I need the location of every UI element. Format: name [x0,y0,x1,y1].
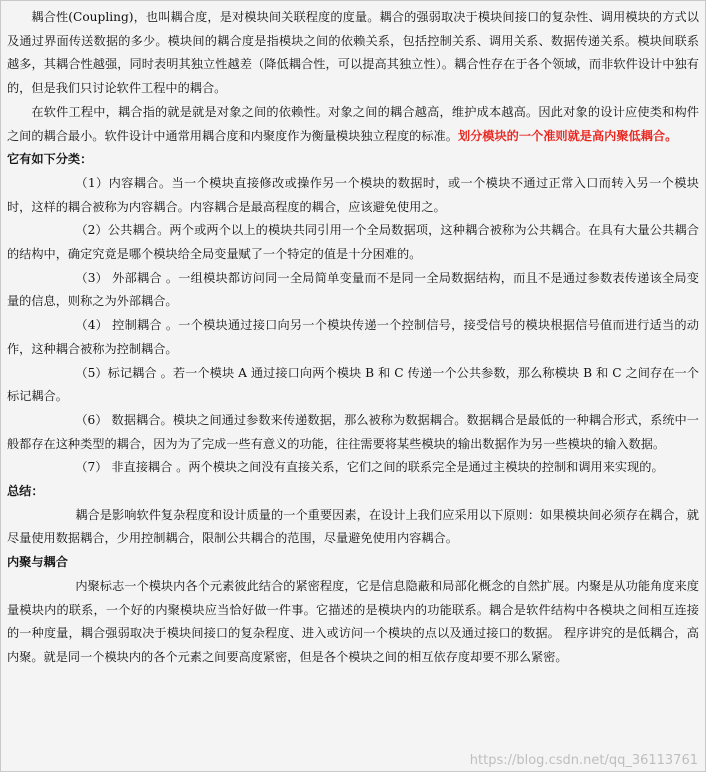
classification-item-data: （6） 数据耦合。模块之间通过参数来传递数据，那么被称为数据耦合。数据耦合是最低的一种耦合形式，系统中一般都存在这种类型的耦合，因为为了完成一些有意义的功能，往往需要将某些模块的输出数据作为另一些模块的输入数据。 [7,412,699,451]
highlight-principle: 划分模块的一个准则就是高内聚低耦合。 [457,128,678,143]
classification-item-indirect: （7） 非直接耦合 。两个模块之间没有直接关系，它们之间的联系完全是通过主模块的控制和调用来实现的。 [75,460,664,475]
paragraph-coupling-definition: 耦合性(Coupling)，也叫耦合度，是对模块间关联程度的度量。耦合的强弱取决于模块间接口的复杂性、调用模块的方式以及通过界面传送数据的多少。模块间的耦合度是指模块之间的依赖关系，包括控制关系、调用关系、数据传递关系。模块间联系越多，其耦合性越强，同时表明其独立性越差（降低耦合性，可以提高其独立性）。耦合性存在于各个领域，而非软件设计中独有的，但是我们只讨论软件工程中的耦合。 [7,10,699,96]
csdn-watermark: https://blog.csdn.net/qq_36113761 [469,753,698,768]
paragraph-software-engineering [7,101,699,148]
cohesion-text: 内聚标志一个模块内各个元素彼此结合的紧密程度，它是信息隐蔽和局部化概念的自然扩展。内聚是从功能角度来度量模块内的联系，一个好的内聚模块应当恰好做一件事。它描述的是模块内的功能联系。耦合是软件结构中各模块之间相互连接的一种度量，耦合强弱取决于模块间接口的复杂程度、进入或访问一个模块的点以及通过接口的数据。 程序讲究的是低耦合，高内聚。就是同一个模块内的各个元素之间要高度紧密，但是各个模块之间的相互依存度却要不那么紧密。 [7,578,699,664]
cohesion-heading: 内聚与耦合 [7,555,68,570]
summary-heading: 总结： [7,484,44,499]
classification-item-common: （2）公共耦合。两个或两个以上的模块共同引用一个全局数据项，这种耦合被称为公共耦合。在具有大量公共耦合的结构中，确定究竟是哪个模块给全局变量赋了一个特定的值是十分困难的。 [7,223,699,262]
classification-item-content: （1）内容耦合。当一个模块直接修改或操作另一个模块的数据时，或一个模块不通过正常入口而转入另一个模块时，这样的耦合被称为内容耦合。内容耦合是最高程度的耦合，应该避免使用之。 [7,175,699,214]
classification-item-stamp: （5）标记耦合 。若一个模块 A 通过接口向两个模块 B 和 C 传递一个公共参数，那么称模块 B 和 C 之间存在一个标记耦合。 [7,365,699,404]
summary-text: 耦合是影响软件复杂程度和设计质量的一个重要因素，在设计上我们应采用以下原则：如果模块间必须存在耦合，就尽量使用数据耦合，少用控制耦合，限制公共耦合的范围，尽量避免使用内容耦合。 [7,507,699,546]
classification-item-control: （4） 控制耦合 。一个模块通过接口向另一个模块传递一个控制信号，接受信号的模块根据信号值而进行适当的动作，这种耦合被称为控制耦合。 [7,318,699,356]
classification-heading: 它有如下分类： [7,152,93,167]
document-content [1,1,705,670]
classification-item-external: （3） 外部耦合 。一组模块都访问同一全局简单变量而不是同一全局数据结构，而且不是通过参数表传递该全局变量的信息，则称之为外部耦合。 [7,270,699,309]
paragraph-software-engineering-text: 在软件工程中，耦合指的就是就是对象之间的依赖性。对象之间的耦合越高，维护成本越高。因此对象的设计应使类和构件之间的耦合最小。软件设计中通常用耦合度和内聚度作为衡量模块独立程度的标准。 [7,104,699,143]
